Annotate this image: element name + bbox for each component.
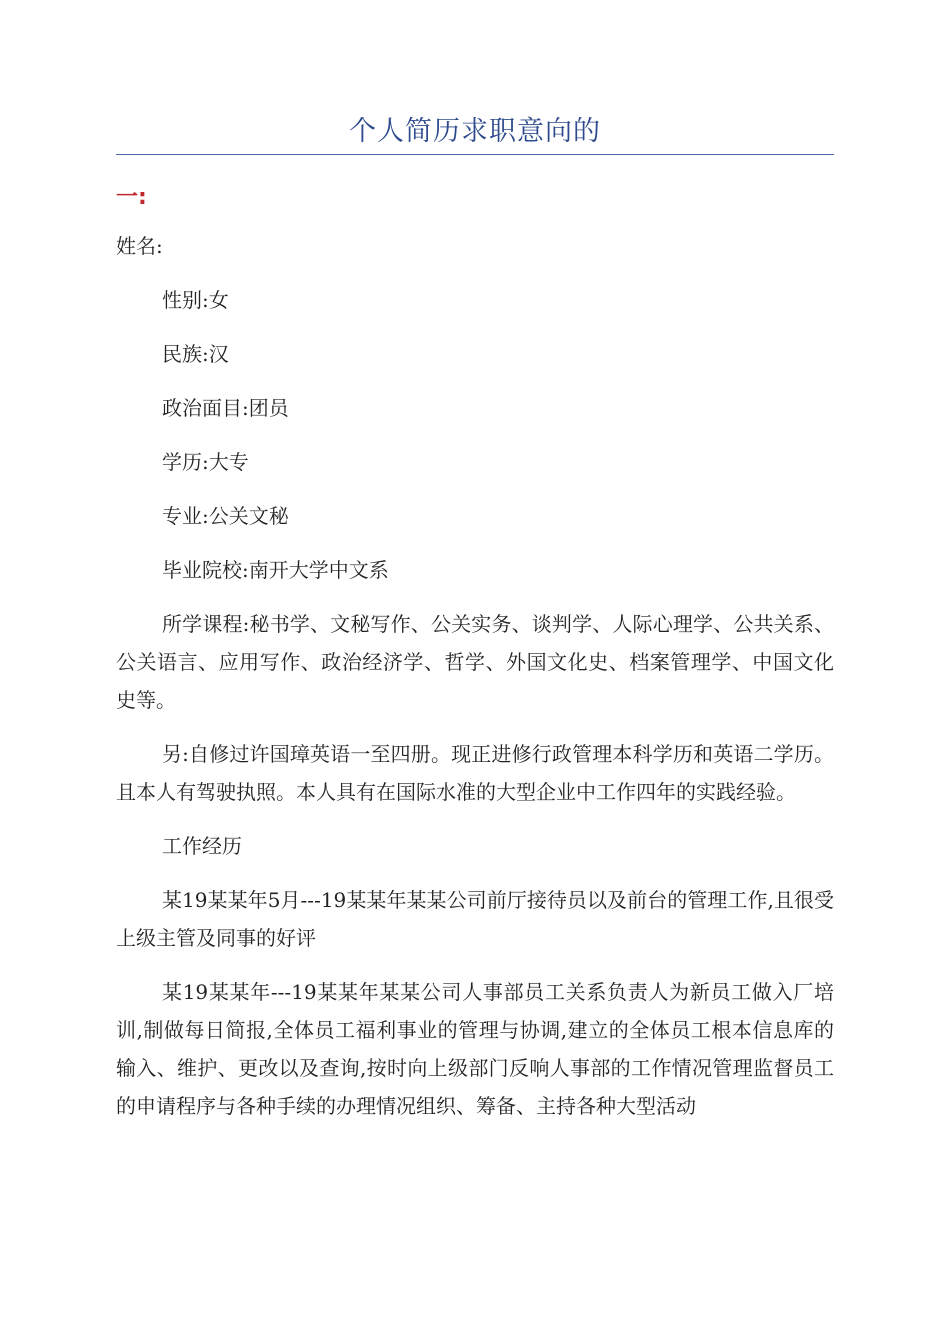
ethnicity-line: 民族:汉 (162, 342, 229, 366)
gender-line: 性别:女 (162, 288, 229, 312)
major-line: 专业:公关文秘 (162, 504, 289, 528)
additional-paragraph: 另:自修过许国璋英语一至四册。现正进修行政管理本科学历和英语二学历。且本人有驾驶执照。本人具有在国际水准的大型企业中工作四年的实践经验。 (116, 742, 834, 804)
section-heading: 一: (116, 185, 147, 210)
document-page (116, 0, 834, 1125)
document-title: 个人简历求职意向的 (349, 116, 601, 147)
work-entry-1: 某19某某年5月---19某某年某某公司前厅接待员以及前台的管理工作,且很受上级主管及同事的好评 (116, 888, 834, 950)
name-line: 姓名: (116, 234, 163, 258)
political-status-line: 政治面目:团员 (162, 396, 289, 420)
courses-paragraph: 所学课程:秘书学、文秘写作、公关实务、谈判学、人际心理学、公共关系、公关语言、应用写作、政治经济学、哲学、外国文化史、档案管理学、中国文化史等。 (116, 612, 834, 712)
school-line: 毕业院校:南开大学中文系 (162, 558, 389, 582)
work-entry-2: 某19某某年---19某某年某某公司人事部员工关系负责人为新员工做入厂培训,制做每日简报,全体员工福利事业的管理与协调,建立的全体员工根本信息库的输入、维护、更改以及查询,按时向上级部门反响人事部的工作情况管理监督员工的申请程序与各种手续的办理情况组织、筹备、主持各种大型活动 (116, 980, 834, 1118)
education-line: 学历:大专 (162, 450, 249, 474)
work-experience-heading: 工作经历 (162, 834, 242, 858)
title-underline (116, 154, 834, 155)
